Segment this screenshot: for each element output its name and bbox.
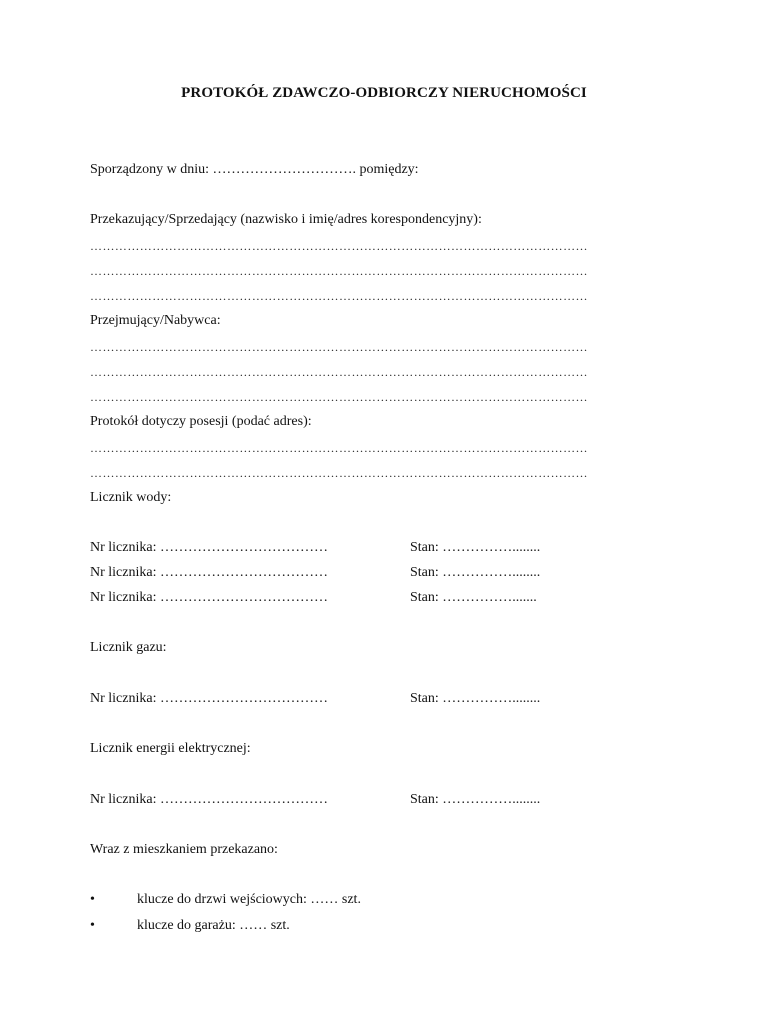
property-fill-line: ………………………………………………………………………………………………………… [90, 466, 588, 480]
handover-item-entrance-keys: klucze do drzwi wejściowych: …… szt. [137, 892, 361, 907]
recipient-label: Przejmujący/Nabywca: [90, 313, 221, 328]
electricity-meter-reading: Stan: ……………........ [410, 792, 541, 807]
bullet-marker: • [90, 918, 95, 933]
bullet-marker: • [90, 892, 95, 907]
recipient-fill-line: ………………………………………………………………………………………………………… [90, 365, 588, 379]
transferor-label: Przekazujący/Sprzedający (nazwisko i imię/adres korespondencyjny): [90, 212, 482, 227]
water-meter-reading: Stan: ……………....... [410, 590, 537, 605]
water-meter-reading: Stan: ……………........ [410, 565, 541, 580]
water-meter-heading: Licznik wody: [90, 490, 172, 505]
recipient-fill-line: ………………………………………………………………………………………………………… [90, 390, 588, 404]
water-meter-number: Nr licznika: ……………………………… [90, 540, 328, 555]
electricity-meter-number: Nr licznika: ……………………………… [90, 792, 328, 807]
document-title: PROTOKÓŁ ZDAWCZO-ODBIORCZY NIERUCHOMOŚCI [181, 85, 587, 101]
water-meter-number: Nr licznika: ……………………………… [90, 590, 328, 605]
water-meter-number: Nr licznika: ……………………………… [90, 565, 328, 580]
recipient-fill-line: ………………………………………………………………………………………………………… [90, 340, 588, 354]
gas-meter-number: Nr licznika: ……………………………… [90, 691, 328, 706]
property-fill-line: ………………………………………………………………………………………………………… [90, 441, 588, 455]
property-label: Protokół dotyczy posesji (podać adres): [90, 414, 312, 429]
handover-item-garage-keys: klucze do garażu: …… szt. [137, 918, 290, 933]
transferor-fill-line: ………………………………………………………………………………………………………… [90, 239, 588, 253]
electricity-meter-heading: Licznik energii elektrycznej: [90, 741, 251, 756]
handover-label: Wraz z mieszkaniem przekazano: [90, 842, 278, 857]
water-meter-reading: Stan: ……………........ [410, 540, 541, 555]
drawn-on-line: Sporządzony w dniu: …………………………. pomiędzy: [90, 162, 419, 177]
transferor-fill-line: ………………………………………………………………………………………………………… [90, 264, 588, 278]
transferor-fill-line: ………………………………………………………………………………………………………… [90, 289, 588, 303]
gas-meter-reading: Stan: ……………........ [410, 691, 541, 706]
gas-meter-heading: Licznik gazu: [90, 640, 167, 655]
